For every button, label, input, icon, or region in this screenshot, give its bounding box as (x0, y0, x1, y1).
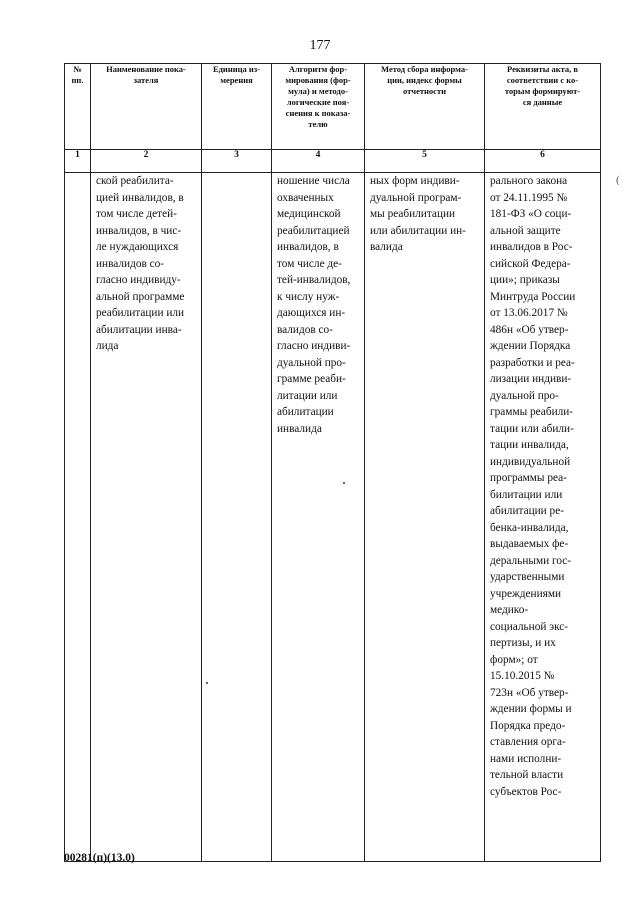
text-line: инвалидов со- (96, 257, 165, 270)
text-line: инвалидов, в чис- (96, 224, 182, 237)
margin-mark: ( (616, 174, 620, 186)
text-line: том числе де- (277, 257, 342, 270)
text-line: инвалидов, в (277, 241, 339, 253)
text-line: 181-ФЗ «О соци- (490, 208, 572, 220)
cell-act-details (485, 173, 601, 862)
text-line: медико- (490, 604, 529, 616)
text-line: Реквизиты акта, в (506, 64, 578, 74)
text-line: социальной экс- (490, 620, 569, 633)
table-row (65, 173, 601, 862)
text-line: дуальной про- (277, 356, 346, 369)
text-line: гласно индивиду- (96, 274, 181, 286)
text-line: тации или абили- (490, 422, 574, 435)
text-line: пертизы, и их (490, 637, 556, 649)
text-line: зателя (133, 75, 159, 85)
text-line: дуальной програм- (370, 191, 462, 204)
header-number (65, 64, 91, 150)
text-line: снения к показа- (285, 108, 351, 118)
column-number-row (65, 150, 601, 173)
text-line: тей-инвалидов, (277, 274, 351, 286)
text-line: тельной власти (490, 769, 564, 781)
text-line: мерения (220, 75, 253, 85)
text-line: телю (308, 119, 328, 129)
text-line: к числу нуж- (277, 290, 340, 303)
text-line: реабилитацией (277, 224, 350, 237)
text-line: ской реабилита- (96, 175, 174, 187)
text-line: ждении формы и (490, 703, 572, 715)
text-line: цией инвалидов, в (96, 191, 184, 204)
cell-collection-method (365, 173, 485, 862)
text-line: субъектов Рос- (490, 785, 562, 798)
column-number: 5 (365, 150, 485, 173)
text-line: Единица из- (212, 64, 261, 74)
text-line: альной защите (490, 224, 561, 237)
text-line: валида (370, 241, 403, 253)
text-line: инвалида (277, 422, 322, 435)
text-line: или абилитации ин- (370, 224, 466, 237)
cell-algorithm (272, 173, 365, 862)
column-number: 4 (272, 150, 365, 173)
text-line: абилитации ре- (490, 505, 564, 517)
text-line: абилитации инва- (96, 323, 182, 336)
text-line: ции»; приказы (490, 274, 560, 286)
text-line: мула) и методо- (288, 86, 348, 96)
text-line: медицинской (277, 208, 341, 220)
text-line: тации инвалида, (490, 439, 569, 451)
text-line: лида (96, 340, 119, 352)
text-line: индивидуальной (490, 455, 571, 468)
text-line: охваченных (277, 191, 334, 204)
header-act-details (485, 64, 601, 150)
text-line: логические поя- (286, 97, 350, 107)
text-line: ударственными (490, 571, 565, 583)
scan-speck (343, 482, 345, 484)
text-line: пп. (71, 75, 84, 85)
text-line: дающихся ин- (277, 307, 346, 319)
text-line: альной программе (96, 290, 185, 303)
text-line: дуальной про- (490, 389, 559, 402)
column-number: 1 (65, 150, 91, 173)
text-line: реабилитации или (96, 307, 185, 319)
text-line: нами исполни- (490, 752, 562, 765)
text-line: Минтруда России (490, 290, 576, 303)
text-line: мы реабилитации (370, 208, 456, 220)
header-indicator-name (91, 64, 202, 150)
table-header-row (65, 64, 601, 150)
document-code: 00281(п)(13.0) (64, 852, 135, 864)
text-line: грамме реаби- (277, 373, 346, 385)
text-line: абилитации (277, 406, 334, 418)
text-line: форм»; от (490, 653, 538, 666)
text-line: литации или (277, 389, 338, 402)
text-line: выдаваемых фе- (490, 538, 569, 550)
text-line: 15.10.2015 № (490, 670, 555, 682)
scan-speck (206, 682, 208, 684)
text-line: деральными гос- (490, 554, 572, 567)
text-line: Наименование пока- (106, 64, 186, 74)
text-line: разработки и реа- (490, 356, 575, 369)
text-line: билитации или (490, 488, 563, 501)
text-line: программы реа- (490, 472, 567, 484)
column-number: 2 (91, 150, 202, 173)
text-line: ждении Порядка (490, 340, 571, 352)
cell-indicator-name (91, 173, 202, 862)
text-line: валидов со- (277, 323, 333, 336)
text-line: бенка-инвалида, (490, 521, 569, 534)
text-line: ставления орга- (490, 736, 566, 748)
indicator-table (64, 63, 601, 862)
text-line: торым формируют- (504, 86, 581, 96)
text-line: учреждениями (490, 587, 562, 600)
text-line: граммы реабили- (490, 406, 574, 418)
text-line: от 13.06.2017 № (490, 307, 568, 319)
text-line: Метод сбора информа- (381, 64, 468, 74)
text-line: ных форм индиви- (370, 175, 460, 187)
page-number: 177 (309, 38, 331, 53)
text-line: гласно индиви- (277, 340, 351, 352)
text-line: инвалидов в Рос- (490, 241, 573, 253)
header-algorithm (272, 64, 365, 150)
text-line: отчетности (402, 86, 447, 96)
text-line: лизации индиви- (490, 373, 572, 385)
text-line: Алгоритм фор- (288, 64, 348, 74)
text-line: Порядка предо- (490, 719, 566, 732)
cell-number (65, 173, 91, 862)
text-line: ношение числа (277, 175, 350, 187)
column-number: 3 (202, 150, 272, 173)
text-line: мирования (фор- (285, 75, 351, 85)
text-line: том числе детей- (96, 208, 177, 220)
text-line: ся данные (522, 97, 563, 107)
text-line: соответствии с ко- (506, 75, 579, 85)
text-line: 723н «Об утвер- (490, 686, 569, 699)
cell-unit (202, 173, 272, 862)
header-collection-method (365, 64, 485, 150)
text-line: сийской Федера- (490, 257, 571, 270)
text-line: от 24.11.1995 № (490, 191, 568, 204)
text-line: 486н «Об утвер- (490, 323, 569, 336)
text-line: ле нуждающихся (96, 241, 179, 253)
header-unit (202, 64, 272, 150)
text-line: рального закона (490, 175, 568, 187)
column-number: 6 (485, 150, 601, 173)
text-line: ции, индекс формы (387, 75, 462, 85)
text-line: № (73, 64, 82, 74)
